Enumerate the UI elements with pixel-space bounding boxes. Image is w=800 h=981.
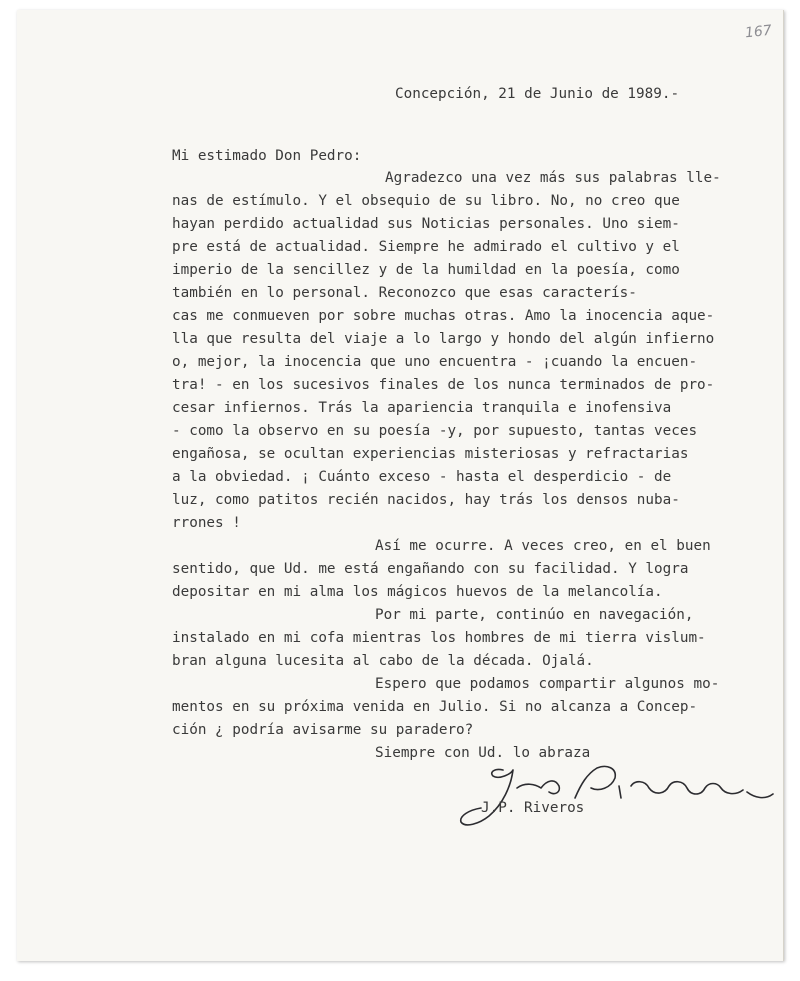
body-line: Agradezco una vez más sus palabras lle- (385, 170, 721, 186)
body-line: tra! - en los sucesivos finales de los nunca terminados de pro- (172, 377, 715, 393)
body-line: Espero que podamos compartir algunos mo- (375, 676, 720, 692)
body-line: sentido, que Ud. me está engañando con su facilidad. Y logra (172, 561, 689, 577)
signature-name: J.P. Riveros (481, 800, 585, 816)
body-line: también en lo personal. Reconozco que esas caracterís- (172, 285, 637, 301)
body-line: cas me conmueven por sobre muchas otras. Amo la inocencia aque- (172, 308, 715, 324)
body-line: lla que resulta del viaje a lo largo y hondo del algún infierno (172, 331, 715, 347)
body-line: nas de estímulo. Y el obsequio de su libro. No, no creo que (172, 193, 680, 209)
body-line: bran alguna lucesita al cabo de la década. Ojalá. (172, 653, 594, 669)
body-line: - como la observo en su poesía -y, por supuesto, tantas veces (172, 423, 698, 439)
body-line: engañosa, se ocultan experiencias misteriosas y refractarias (172, 446, 689, 462)
body-line: cesar infiernos. Trás la apariencia tranquila e inofensiva (172, 400, 672, 416)
body-line: Así me ocurre. A veces creo, en el buen (375, 538, 711, 554)
date-line: Concepción, 21 de Junio de 1989.- (395, 86, 680, 102)
body-line: mentos en su próxima venida en Julio. Si no alcanza a Concep- (172, 699, 698, 715)
body-line: pre está de actualidad. Siempre he admirado el cultivo y el (172, 239, 680, 255)
body-line: o, mejor, la inocencia que uno encuentra - ¡cuando la encuen- (172, 354, 698, 370)
letter-page (17, 10, 784, 961)
body-line: luz, como patitos recién nacidos, hay trás los densos nuba- (172, 492, 680, 508)
body-line: ción ¿ podría avisarme su paradero? (172, 722, 474, 738)
handwritten-signature (455, 758, 785, 833)
closing-line: Siempre con Ud. lo abraza (375, 745, 591, 761)
body-line: instalado en mi cofa mientras los hombres de mi tierra vislum- (172, 630, 706, 646)
body-line: imperio de la sencillez y de la humildad en la poesía, como (172, 262, 680, 278)
body-line: depositar en mi alma los mágicos huevos de la melancolía. (172, 584, 663, 600)
folio-number: 167 (744, 22, 773, 42)
body-line: Por mi parte, continúo en navegación, (375, 607, 694, 623)
body-line: rrones ! (172, 515, 241, 531)
body-line: a la obviedad. ¡ Cuánto exceso - hasta el desperdicio - de (172, 469, 672, 485)
body-line: hayan perdido actualidad sus Noticias personales. Uno siem- (172, 216, 680, 232)
salutation: Mi estimado Don Pedro: (172, 148, 362, 164)
